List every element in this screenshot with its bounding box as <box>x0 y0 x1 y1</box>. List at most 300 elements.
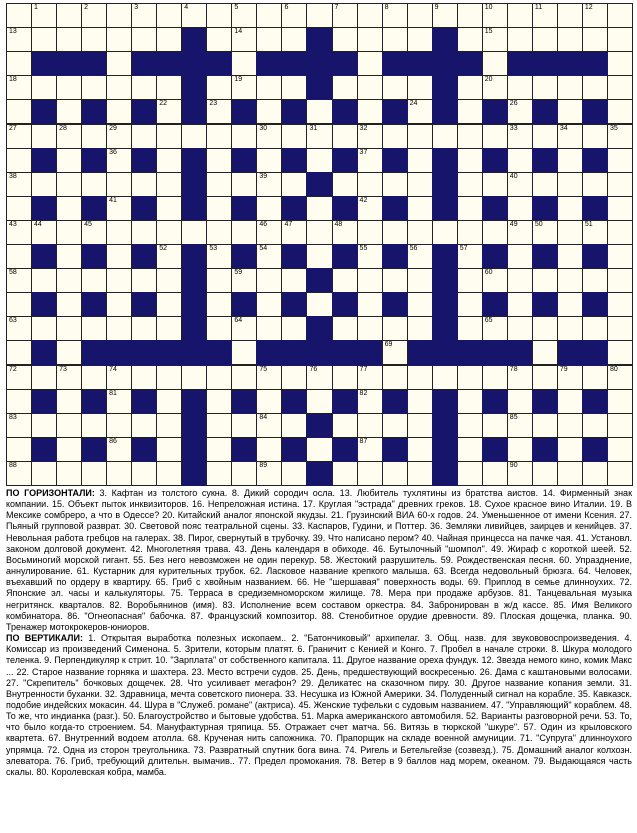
grid-cell[interactable] <box>457 3 483 28</box>
grid-cell[interactable] <box>131 124 157 149</box>
grid-cell[interactable] <box>407 75 433 100</box>
grid-cell[interactable] <box>407 148 433 173</box>
grid-cell[interactable] <box>557 292 583 317</box>
grid-cell[interactable] <box>256 244 282 269</box>
grid-cell[interactable] <box>131 461 157 486</box>
grid-cell[interactable] <box>507 3 533 28</box>
grid-cell[interactable] <box>357 389 383 414</box>
grid-cell[interactable] <box>131 316 157 341</box>
grid-cell[interactable] <box>6 316 32 341</box>
grid-cell[interactable] <box>607 244 633 269</box>
grid-cell[interactable] <box>407 389 433 414</box>
grid-cell[interactable] <box>131 220 157 245</box>
grid-cell[interactable] <box>6 27 32 52</box>
grid-cell[interactable] <box>81 124 107 149</box>
grid-cell[interactable] <box>482 172 508 197</box>
grid-cell[interactable] <box>106 51 132 76</box>
grid-cell[interactable] <box>382 316 408 341</box>
grid-cell[interactable] <box>256 99 282 124</box>
grid-cell[interactable] <box>156 148 182 173</box>
grid-cell[interactable] <box>181 3 207 28</box>
grid-cell[interactable] <box>357 148 383 173</box>
grid-cell[interactable] <box>357 75 383 100</box>
grid-cell[interactable] <box>557 3 583 28</box>
grid-cell[interactable] <box>6 172 32 197</box>
grid-cell[interactable] <box>557 27 583 52</box>
grid-cell[interactable] <box>131 365 157 390</box>
grid-cell[interactable] <box>607 75 633 100</box>
grid-cell[interactable] <box>106 244 132 269</box>
grid-cell[interactable] <box>532 268 558 293</box>
grid-cell[interactable] <box>457 124 483 149</box>
grid-cell[interactable] <box>532 124 558 149</box>
grid-cell[interactable] <box>56 437 82 462</box>
grid-cell[interactable] <box>281 172 307 197</box>
grid-cell[interactable] <box>557 148 583 173</box>
grid-cell[interactable] <box>106 316 132 341</box>
grid-cell[interactable] <box>407 220 433 245</box>
grid-cell[interactable] <box>557 437 583 462</box>
grid-cell[interactable] <box>106 292 132 317</box>
grid-cell[interactable] <box>81 316 107 341</box>
grid-cell[interactable] <box>557 244 583 269</box>
grid-cell[interactable] <box>607 340 633 365</box>
grid-cell[interactable] <box>56 172 82 197</box>
grid-cell[interactable] <box>306 124 332 149</box>
grid-cell[interactable] <box>507 292 533 317</box>
grid-cell[interactable] <box>281 461 307 486</box>
grid-cell[interactable] <box>457 461 483 486</box>
grid-cell[interactable] <box>457 316 483 341</box>
grid-cell[interactable] <box>81 365 107 390</box>
grid-cell[interactable] <box>256 292 282 317</box>
grid-cell[interactable] <box>332 413 358 438</box>
grid-cell[interactable] <box>507 413 533 438</box>
grid-cell[interactable] <box>507 99 533 124</box>
grid-cell[interactable] <box>256 365 282 390</box>
grid-cell[interactable] <box>131 3 157 28</box>
grid-cell[interactable] <box>357 220 383 245</box>
grid-cell[interactable] <box>457 437 483 462</box>
grid-cell[interactable] <box>6 99 32 124</box>
grid-cell[interactable] <box>582 3 608 28</box>
grid-cell[interactable] <box>31 365 57 390</box>
grid-cell[interactable] <box>206 461 232 486</box>
grid-cell[interactable] <box>6 51 32 76</box>
grid-cell[interactable] <box>382 340 408 365</box>
grid-cell[interactable] <box>457 389 483 414</box>
grid-cell[interactable] <box>231 340 257 365</box>
grid-cell[interactable] <box>457 172 483 197</box>
grid-cell[interactable] <box>6 124 32 149</box>
grid-cell[interactable] <box>507 365 533 390</box>
grid-cell[interactable] <box>256 148 282 173</box>
grid-cell[interactable] <box>281 75 307 100</box>
grid-cell[interactable] <box>206 75 232 100</box>
grid-cell[interactable] <box>106 27 132 52</box>
grid-cell[interactable] <box>357 316 383 341</box>
grid-cell[interactable] <box>357 99 383 124</box>
grid-cell[interactable] <box>56 413 82 438</box>
grid-cell[interactable] <box>206 316 232 341</box>
grid-cell[interactable] <box>457 365 483 390</box>
grid-cell[interactable] <box>607 365 633 390</box>
grid-cell[interactable] <box>432 3 458 28</box>
grid-cell[interactable] <box>382 220 408 245</box>
grid-cell[interactable] <box>407 27 433 52</box>
grid-cell[interactable] <box>156 75 182 100</box>
grid-cell[interactable] <box>507 196 533 221</box>
grid-cell[interactable] <box>482 51 508 76</box>
grid-cell[interactable] <box>56 389 82 414</box>
grid-cell[interactable] <box>332 124 358 149</box>
grid-cell[interactable] <box>557 75 583 100</box>
grid-cell[interactable] <box>607 172 633 197</box>
grid-cell[interactable] <box>156 292 182 317</box>
grid-cell[interactable] <box>206 196 232 221</box>
grid-cell[interactable] <box>256 389 282 414</box>
grid-cell[interactable] <box>306 292 332 317</box>
grid-cell[interactable] <box>206 148 232 173</box>
grid-cell[interactable] <box>407 99 433 124</box>
grid-cell[interactable] <box>582 316 608 341</box>
grid-cell[interactable] <box>582 172 608 197</box>
grid-cell[interactable] <box>357 268 383 293</box>
grid-cell[interactable] <box>31 27 57 52</box>
grid-cell[interactable] <box>156 365 182 390</box>
grid-cell[interactable] <box>532 316 558 341</box>
grid-cell[interactable] <box>81 461 107 486</box>
grid-cell[interactable] <box>106 3 132 28</box>
grid-cell[interactable] <box>457 292 483 317</box>
grid-cell[interactable] <box>131 75 157 100</box>
grid-cell[interactable] <box>357 437 383 462</box>
grid-cell[interactable] <box>507 124 533 149</box>
grid-cell[interactable] <box>557 172 583 197</box>
grid-cell[interactable] <box>482 3 508 28</box>
grid-cell[interactable] <box>231 51 257 76</box>
grid-cell[interactable] <box>31 461 57 486</box>
grid-cell[interactable] <box>156 124 182 149</box>
grid-cell[interactable] <box>206 3 232 28</box>
grid-cell[interactable] <box>56 292 82 317</box>
grid-cell[interactable] <box>106 75 132 100</box>
grid-cell[interactable] <box>532 3 558 28</box>
grid-cell[interactable] <box>582 75 608 100</box>
grid-cell[interactable] <box>532 413 558 438</box>
grid-cell[interactable] <box>507 316 533 341</box>
grid-cell[interactable] <box>332 27 358 52</box>
grid-cell[interactable] <box>306 196 332 221</box>
grid-cell[interactable] <box>6 461 32 486</box>
grid-cell[interactable] <box>256 124 282 149</box>
grid-cell[interactable] <box>332 3 358 28</box>
grid-cell[interactable] <box>81 75 107 100</box>
grid-cell[interactable] <box>256 437 282 462</box>
grid-cell[interactable] <box>206 244 232 269</box>
grid-cell[interactable] <box>56 268 82 293</box>
grid-cell[interactable] <box>56 148 82 173</box>
grid-cell[interactable] <box>507 268 533 293</box>
grid-cell[interactable] <box>6 389 32 414</box>
grid-cell[interactable] <box>56 75 82 100</box>
grid-cell[interactable] <box>407 172 433 197</box>
grid-cell[interactable] <box>607 292 633 317</box>
grid-cell[interactable] <box>407 365 433 390</box>
grid-cell[interactable] <box>81 27 107 52</box>
grid-cell[interactable] <box>332 316 358 341</box>
grid-cell[interactable] <box>31 316 57 341</box>
grid-cell[interactable] <box>256 316 282 341</box>
grid-cell[interactable] <box>106 461 132 486</box>
grid-cell[interactable] <box>6 220 32 245</box>
grid-cell[interactable] <box>56 220 82 245</box>
grid-cell[interactable] <box>281 27 307 52</box>
grid-cell[interactable] <box>332 365 358 390</box>
grid-cell[interactable] <box>206 389 232 414</box>
grid-cell[interactable] <box>231 3 257 28</box>
grid-cell[interactable] <box>357 27 383 52</box>
grid-cell[interactable] <box>582 413 608 438</box>
grid-cell[interactable] <box>31 220 57 245</box>
grid-cell[interactable] <box>206 27 232 52</box>
grid-cell[interactable] <box>231 27 257 52</box>
grid-cell[interactable] <box>56 365 82 390</box>
grid-cell[interactable] <box>507 461 533 486</box>
grid-cell[interactable] <box>457 413 483 438</box>
grid-cell[interactable] <box>6 292 32 317</box>
grid-cell[interactable] <box>6 365 32 390</box>
grid-cell[interactable] <box>231 461 257 486</box>
grid-cell[interactable] <box>582 365 608 390</box>
grid-cell[interactable] <box>482 365 508 390</box>
grid-cell[interactable] <box>56 124 82 149</box>
grid-cell[interactable] <box>6 413 32 438</box>
grid-cell[interactable] <box>56 316 82 341</box>
grid-cell[interactable] <box>31 268 57 293</box>
grid-cell[interactable] <box>206 437 232 462</box>
grid-cell[interactable] <box>31 413 57 438</box>
grid-cell[interactable] <box>206 220 232 245</box>
grid-cell[interactable] <box>281 365 307 390</box>
grid-cell[interactable] <box>607 220 633 245</box>
grid-cell[interactable] <box>156 268 182 293</box>
grid-cell[interactable] <box>256 413 282 438</box>
grid-cell[interactable] <box>407 196 433 221</box>
grid-cell[interactable] <box>156 3 182 28</box>
grid-cell[interactable] <box>507 437 533 462</box>
grid-cell[interactable] <box>432 124 458 149</box>
grid-cell[interactable] <box>31 172 57 197</box>
grid-cell[interactable] <box>281 124 307 149</box>
grid-cell[interactable] <box>457 244 483 269</box>
grid-cell[interactable] <box>181 365 207 390</box>
grid-cell[interactable] <box>332 172 358 197</box>
grid-cell[interactable] <box>206 292 232 317</box>
grid-cell[interactable] <box>106 413 132 438</box>
grid-cell[interactable] <box>131 413 157 438</box>
grid-cell[interactable] <box>31 3 57 28</box>
grid-cell[interactable] <box>256 172 282 197</box>
grid-cell[interactable] <box>256 196 282 221</box>
grid-cell[interactable] <box>281 316 307 341</box>
grid-cell[interactable] <box>607 461 633 486</box>
grid-cell[interactable] <box>131 268 157 293</box>
grid-cell[interactable] <box>507 244 533 269</box>
grid-cell[interactable] <box>357 461 383 486</box>
grid-cell[interactable] <box>231 75 257 100</box>
grid-cell[interactable] <box>482 220 508 245</box>
grid-cell[interactable] <box>357 51 383 76</box>
grid-cell[interactable] <box>281 3 307 28</box>
grid-cell[interactable] <box>6 75 32 100</box>
grid-cell[interactable] <box>407 316 433 341</box>
grid-cell[interactable] <box>607 413 633 438</box>
grid-cell[interactable] <box>607 51 633 76</box>
grid-cell[interactable] <box>382 27 408 52</box>
grid-cell[interactable] <box>231 172 257 197</box>
grid-cell[interactable] <box>607 196 633 221</box>
grid-cell[interactable] <box>56 244 82 269</box>
grid-cell[interactable] <box>457 268 483 293</box>
grid-cell[interactable] <box>6 148 32 173</box>
grid-cell[interactable] <box>231 268 257 293</box>
grid-cell[interactable] <box>557 196 583 221</box>
grid-cell[interactable] <box>507 389 533 414</box>
grid-cell[interactable] <box>231 124 257 149</box>
grid-cell[interactable] <box>532 365 558 390</box>
grid-cell[interactable] <box>231 316 257 341</box>
grid-cell[interactable] <box>407 461 433 486</box>
grid-cell[interactable] <box>206 413 232 438</box>
grid-cell[interactable] <box>332 268 358 293</box>
grid-cell[interactable] <box>306 365 332 390</box>
grid-cell[interactable] <box>432 365 458 390</box>
grid-cell[interactable] <box>507 148 533 173</box>
grid-cell[interactable] <box>532 461 558 486</box>
grid-cell[interactable] <box>557 220 583 245</box>
grid-cell[interactable] <box>131 172 157 197</box>
grid-cell[interactable] <box>332 220 358 245</box>
grid-cell[interactable] <box>206 124 232 149</box>
grid-cell[interactable] <box>156 220 182 245</box>
grid-cell[interactable] <box>156 172 182 197</box>
grid-cell[interactable] <box>532 220 558 245</box>
grid-cell[interactable] <box>106 196 132 221</box>
grid-cell[interactable] <box>131 27 157 52</box>
grid-cell[interactable] <box>6 196 32 221</box>
grid-cell[interactable] <box>382 461 408 486</box>
grid-cell[interactable] <box>357 244 383 269</box>
grid-cell[interactable] <box>81 3 107 28</box>
grid-cell[interactable] <box>532 172 558 197</box>
grid-cell[interactable] <box>357 292 383 317</box>
grid-cell[interactable] <box>281 413 307 438</box>
grid-cell[interactable] <box>582 124 608 149</box>
grid-cell[interactable] <box>6 3 32 28</box>
grid-cell[interactable] <box>6 268 32 293</box>
grid-cell[interactable] <box>106 268 132 293</box>
grid-cell[interactable] <box>607 27 633 52</box>
grid-cell[interactable] <box>256 268 282 293</box>
grid-cell[interactable] <box>482 27 508 52</box>
grid-cell[interactable] <box>106 172 132 197</box>
grid-cell[interactable] <box>332 461 358 486</box>
grid-cell[interactable] <box>482 461 508 486</box>
grid-cell[interactable] <box>382 172 408 197</box>
grid-cell[interactable] <box>206 172 232 197</box>
grid-cell[interactable] <box>106 124 132 149</box>
grid-cell[interactable] <box>81 268 107 293</box>
grid-cell[interactable] <box>557 389 583 414</box>
grid-cell[interactable] <box>382 75 408 100</box>
grid-cell[interactable] <box>582 220 608 245</box>
grid-cell[interactable] <box>357 3 383 28</box>
grid-cell[interactable] <box>306 148 332 173</box>
grid-cell[interactable] <box>256 461 282 486</box>
grid-cell[interactable] <box>156 461 182 486</box>
grid-cell[interactable] <box>6 244 32 269</box>
grid-cell[interactable] <box>357 196 383 221</box>
grid-cell[interactable] <box>156 389 182 414</box>
grid-cell[interactable] <box>181 124 207 149</box>
grid-cell[interactable] <box>557 99 583 124</box>
grid-cell[interactable] <box>156 244 182 269</box>
grid-cell[interactable] <box>306 389 332 414</box>
grid-cell[interactable] <box>457 99 483 124</box>
grid-cell[interactable] <box>482 124 508 149</box>
grid-cell[interactable] <box>457 196 483 221</box>
grid-cell[interactable] <box>156 413 182 438</box>
grid-cell[interactable] <box>256 3 282 28</box>
grid-cell[interactable] <box>31 124 57 149</box>
grid-cell[interactable] <box>231 413 257 438</box>
grid-cell[interactable] <box>156 99 182 124</box>
grid-cell[interactable] <box>6 340 32 365</box>
grid-cell[interactable] <box>457 220 483 245</box>
grid-cell[interactable] <box>557 124 583 149</box>
grid-cell[interactable] <box>6 437 32 462</box>
grid-cell[interactable] <box>482 268 508 293</box>
grid-cell[interactable] <box>382 3 408 28</box>
grid-cell[interactable] <box>81 172 107 197</box>
grid-cell[interactable] <box>607 437 633 462</box>
grid-cell[interactable] <box>557 316 583 341</box>
grid-cell[interactable] <box>56 99 82 124</box>
grid-cell[interactable] <box>106 389 132 414</box>
grid-cell[interactable] <box>382 268 408 293</box>
grid-cell[interactable] <box>507 172 533 197</box>
grid-cell[interactable] <box>582 268 608 293</box>
grid-cell[interactable] <box>607 268 633 293</box>
grid-cell[interactable] <box>281 220 307 245</box>
grid-cell[interactable] <box>306 3 332 28</box>
grid-cell[interactable] <box>557 413 583 438</box>
grid-cell[interactable] <box>407 244 433 269</box>
grid-cell[interactable] <box>607 148 633 173</box>
grid-cell[interactable] <box>181 220 207 245</box>
grid-cell[interactable] <box>532 340 558 365</box>
grid-cell[interactable] <box>306 437 332 462</box>
grid-cell[interactable] <box>607 124 633 149</box>
grid-cell[interactable] <box>557 365 583 390</box>
grid-cell[interactable] <box>206 268 232 293</box>
grid-cell[interactable] <box>231 220 257 245</box>
grid-cell[interactable] <box>457 148 483 173</box>
grid-cell[interactable] <box>156 437 182 462</box>
grid-cell[interactable] <box>56 461 82 486</box>
grid-cell[interactable] <box>156 27 182 52</box>
